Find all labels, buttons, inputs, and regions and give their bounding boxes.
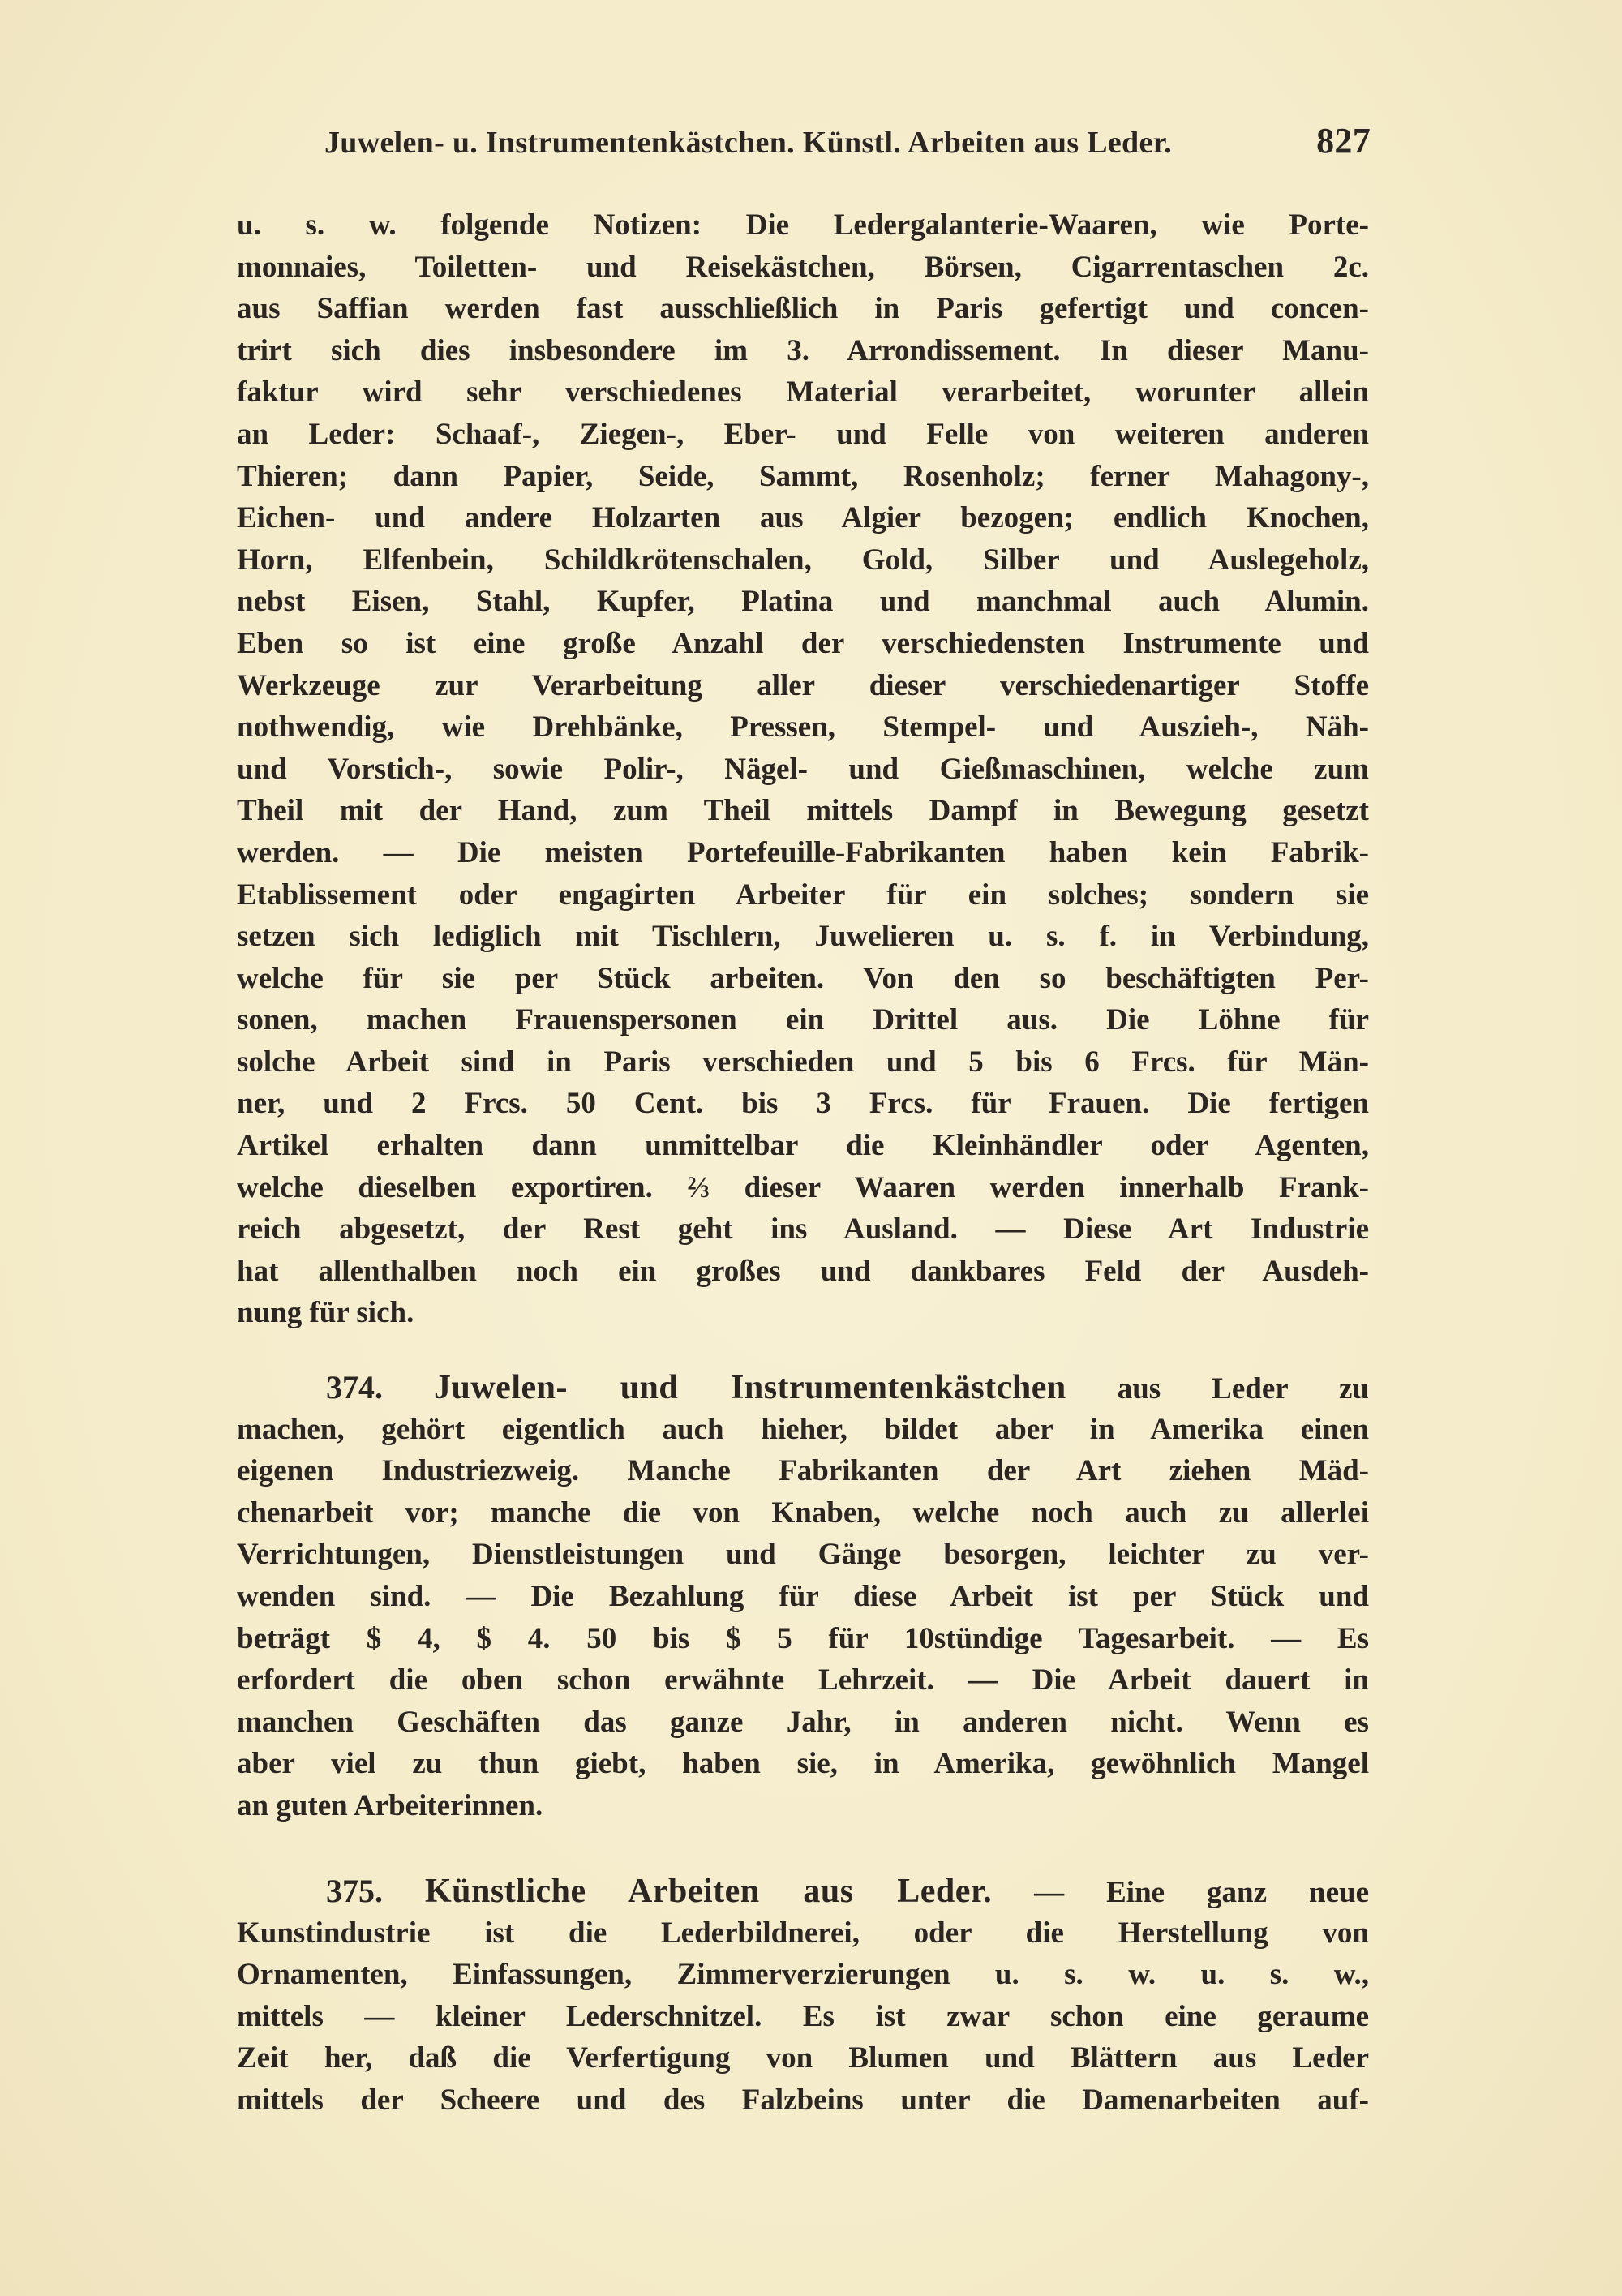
paragraph-continued [237, 204, 1369, 1334]
text-line: reich abgesetzt, der Rest geht ins Ausland. — Diese Art Industrie [237, 1212, 1369, 1247]
text-line: Werkzeuge zur Verarbeitung aller dieser verschiedenartiger Stoffe [237, 668, 1369, 702]
text-line: welche für sie per Stück arbeiten. Von den so beschäftigten Per- [237, 961, 1369, 995]
text-line: werden. — Die meisten Portefeuille-Fabrikanten haben kein Fabrik- [237, 835, 1369, 869]
text-line: nebst Eisen, Stahl, Kupfer, Platina und manchmal auch Alumin. [237, 585, 1369, 619]
running-header-title: Juwelen- u. Instrumentenkästchen. Künstl. Arbeiten aus Leder. [324, 126, 1173, 160]
text-line: faktur wird sehr verschiedenes Material verarbeitet, worunter allein [237, 376, 1369, 410]
section-number: 374. [326, 1369, 383, 1405]
text-line: Eben so ist eine große Anzahl der verschiedensten Instrumente und [237, 626, 1369, 660]
section-first-line-text: — Eine ganz neue [1034, 1876, 1369, 1909]
text-line: Thieren; dann Papier, Seide, Sammt, Rosenholz; ferner Mahagony-, [237, 459, 1369, 493]
section-title: Künstliche Arbeiten aus Leder. [424, 1873, 993, 1910]
text-line: Ornamenten, Einfassungen, Zimmerverzierungen u. s. w. u. s. w., [237, 1958, 1369, 1992]
text-line: ner, und 2 Frcs. 50 Cent. bis 3 Frcs. für Frauen. Die fertigen [237, 1087, 1369, 1121]
text-line: Kunstindustrie ist die Lederbildnerei, oder die Herstellung von [237, 1916, 1369, 1950]
text-line: machen, gehört eigentlich auch hieher, bildet aber in Amerika einen [237, 1412, 1369, 1446]
text-line: an guten Arbeiterinnen. [237, 1788, 543, 1822]
text-line: und Vorstich-, sowie Polir-, Nägel- und Gießmaschinen, welche zum [237, 752, 1369, 786]
section-heading-line [237, 1367, 1369, 1409]
text-line: hat allenthalben noch ein großes und dankbares Feld der Ausdeh- [237, 1254, 1369, 1288]
text-line: Zeit her, daß die Verfertigung von Blumen und Blättern aus Leder [237, 2041, 1369, 2075]
section-title: Juwelen- und Instrumentenkästchen [433, 1369, 1066, 1406]
running-header [324, 120, 1371, 165]
text-line: mittels der Scheere und des Falzbeins unter die Damenarbeiten auf- [237, 2083, 1369, 2117]
text-line: sonen, machen Frauenspersonen ein Drittel aus. Die Löhne für [237, 1003, 1369, 1037]
section-first-line-text: aus Leder zu [1117, 1372, 1369, 1405]
text-line: wenden sind. — Die Bezahlung für diese Arbeit ist per Stück und [237, 1579, 1369, 1613]
text-line: monnaies, Toiletten- und Reisekästchen, Börsen, Cigarrentaschen 2c. [237, 250, 1369, 284]
text-line: nothwendig, wie Drehbänke, Pressen, Stempel- und Auszieh-, Näh- [237, 710, 1369, 745]
text-line: aus Saffian werden fast ausschließlich in Paris gefertigt und concen- [237, 292, 1369, 326]
text-line: Theil mit der Hand, zum Theil mittels Dampf in Bewegung gesetzt [237, 794, 1369, 828]
text-line: eigenen Industriezweig. Manche Fabrikanten der Art ziehen Mäd- [237, 1454, 1369, 1488]
text-line: beträgt $ 4, $ 4. 50 bis $ 5 für 10stündige Tagesarbeit. — Es [237, 1621, 1369, 1655]
text-line: mittels — kleiner Lederschnitzel. Es ist zwar schon eine geraume [237, 1999, 1369, 2033]
text-line: manchen Geschäften das ganze Jahr, in anderen nicht. Wenn es [237, 1705, 1369, 1739]
text-line: Verrichtungen, Dienstleistungen und Gänge besorgen, leichter zu ver- [237, 1538, 1369, 1572]
text-line: nung für sich. [237, 1296, 414, 1330]
text-line: setzen sich lediglich mit Tischlern, Juwelieren u. s. f. in Verbindung, [237, 920, 1369, 954]
section-374 [237, 1367, 1369, 1827]
page-number: 827 [1316, 121, 1371, 161]
text-line: trirt sich dies insbesondere im 3. Arrondissement. In dieser Manu- [237, 333, 1369, 367]
section-number: 375. [326, 1873, 383, 1909]
text-line: solche Arbeit sind in Paris verschieden und 5 bis 6 Frcs. für Män- [237, 1045, 1369, 1079]
text-line: Etablissement oder engagirten Arbeiter für ein solches; sondern sie [237, 878, 1369, 912]
text-line: chenarbeit vor; manche die von Knaben, welche noch auch zu allerlei [237, 1496, 1369, 1530]
text-line: Artikel erhalten dann unmittelbar die Kleinhändler oder Agenten, [237, 1129, 1369, 1163]
text-line: u. s. w. folgende Notizen: Die Ledergalanterie-Waaren, wie Porte- [237, 208, 1369, 242]
text-line: erfordert die oben schon erwähnte Lehrzeit. — Die Arbeit dauert in [237, 1663, 1369, 1697]
section-heading-line [237, 1870, 1369, 1912]
text-line: Eichen- und andere Holzarten aus Algier bezogen; endlich Knochen, [237, 501, 1369, 535]
text-line: Horn, Elfenbein, Schildkrötenschalen, Gold, Silber und Auslegeholz, [237, 543, 1369, 577]
text-line: an Leder: Schaaf-, Ziegen-, Eber- und Felle von weiteren anderen [237, 417, 1369, 451]
text-line: aber viel zu thun giebt, haben sie, in Amerika, gewöhnlich Mangel [237, 1747, 1369, 1781]
text-line: welche dieselben exportiren. ⅔ dieser Waaren werden innerhalb Frank- [237, 1170, 1369, 1204]
section-375 [237, 1870, 1369, 2122]
